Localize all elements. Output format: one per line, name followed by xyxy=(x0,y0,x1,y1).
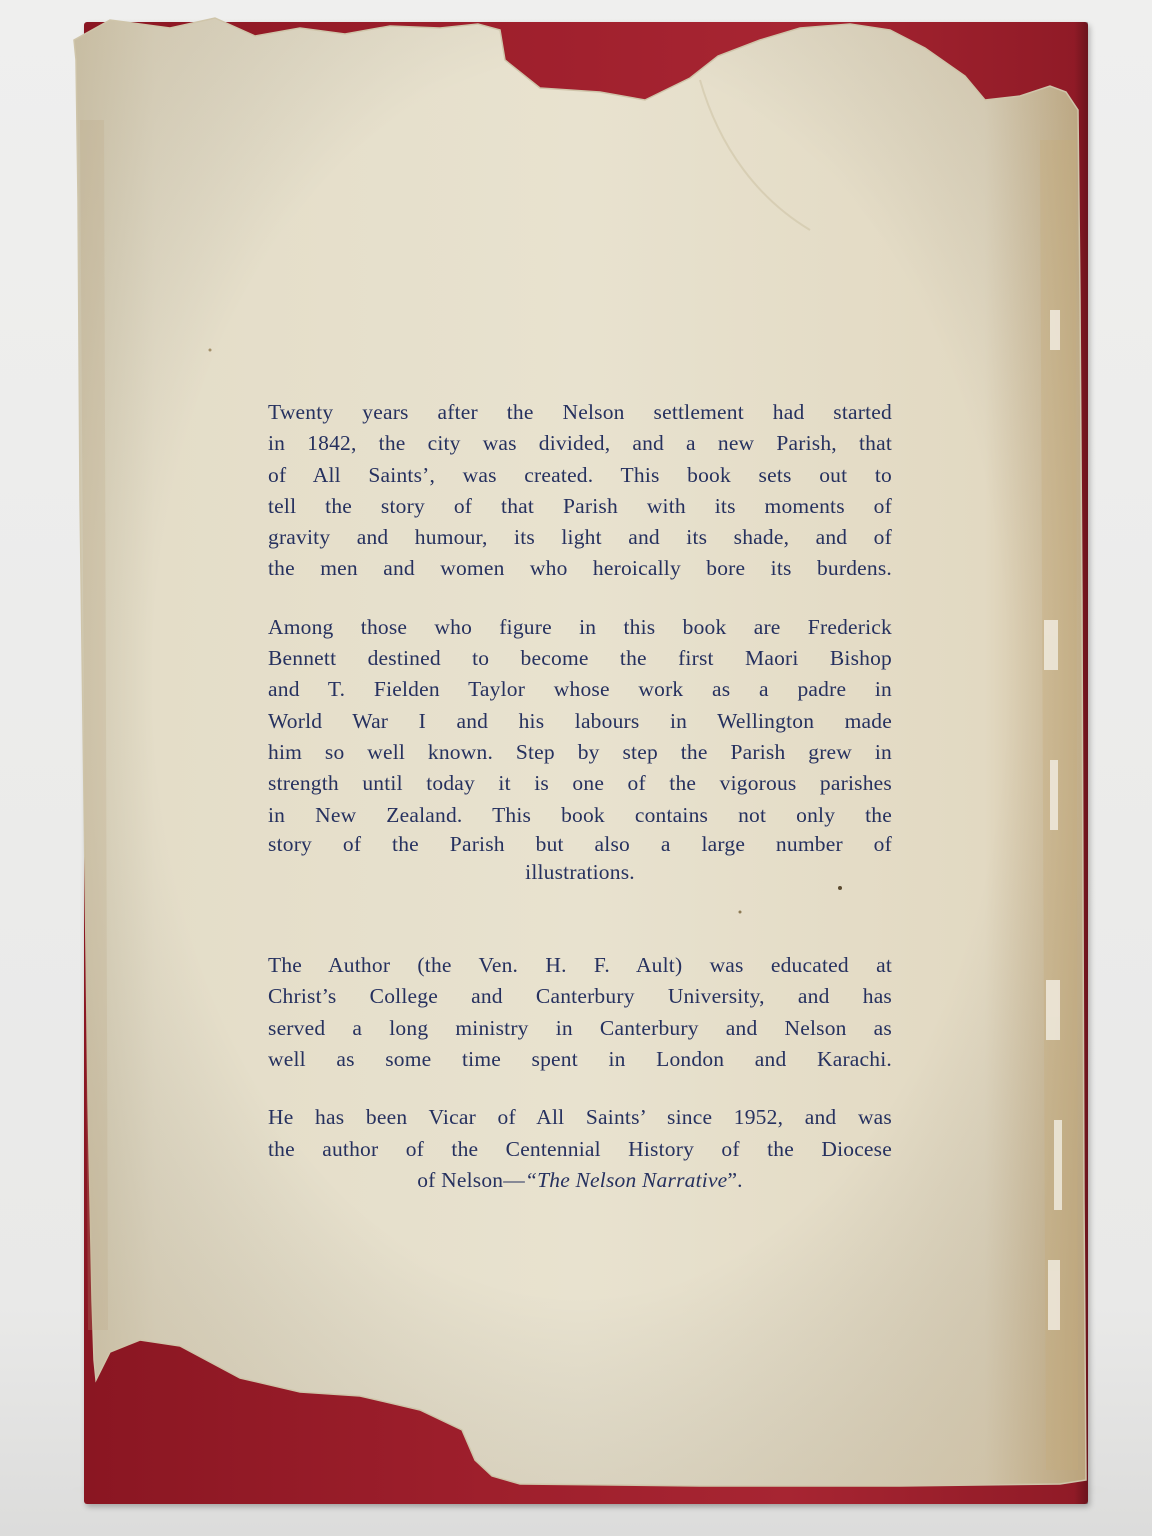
text-line: tell the story of that Parish with its moments of xyxy=(268,493,892,518)
blurb-paragraph-1 xyxy=(268,397,892,585)
text-fragment: ”. xyxy=(727,1167,743,1192)
text-line: strength until today it is one of the vigorous parishes xyxy=(268,771,892,796)
blurb-paragraph-4 xyxy=(268,1102,892,1196)
text-line: gravity and humour, its light and its shade, and of xyxy=(268,525,892,550)
text-line: well as some time spent in London and Karachi. xyxy=(268,1047,892,1072)
text-line: and T. Fielden Taylor whose work as a padre in xyxy=(268,677,892,702)
text-line: of All Saints’, was created. This book sets out to xyxy=(268,462,892,487)
text-line: him so well known. Step by step the Parish grew in xyxy=(268,739,892,764)
text-line: the men and women who heroically bore its burdens. xyxy=(268,556,892,581)
text-line: Christ’s College and Canterbury University, and has xyxy=(268,984,892,1009)
text-line: He has been Vicar of All Saints’ since 1952, and was xyxy=(268,1105,892,1130)
text-line: Among those who figure in this book are Frederick xyxy=(268,614,892,639)
text-line: The Author (the Ven. H. F. Ault) was educated at xyxy=(268,953,892,978)
blurb-paragraph-2 xyxy=(268,612,892,888)
text-line: World War I and his labours in Wellington made xyxy=(268,708,892,733)
text-line-centered xyxy=(268,1165,892,1196)
jacket-blurb xyxy=(268,397,892,1196)
book-title: “The Nelson Narrative xyxy=(524,1167,728,1192)
text-line-centered: illustrations. xyxy=(525,859,635,884)
text-line: Twenty years after the Nelson settlement had started xyxy=(268,400,892,424)
blurb-paragraph-3 xyxy=(268,950,892,1075)
text-line: story of the Parish but also a large number of xyxy=(268,831,892,856)
text-line: Bennett destined to become the first Maori Bishop xyxy=(268,646,892,671)
text-line: served a long ministry in Canterbury and Nelson as xyxy=(268,1015,892,1040)
text-line: in 1842, the city was divided, and a new Parish, that xyxy=(268,431,892,456)
text-line: in New Zealand. This book contains not only the xyxy=(268,802,892,827)
text-line: the author of the Centennial History of the Diocese xyxy=(268,1136,892,1161)
text-fragment: of Nelson— xyxy=(417,1167,525,1192)
